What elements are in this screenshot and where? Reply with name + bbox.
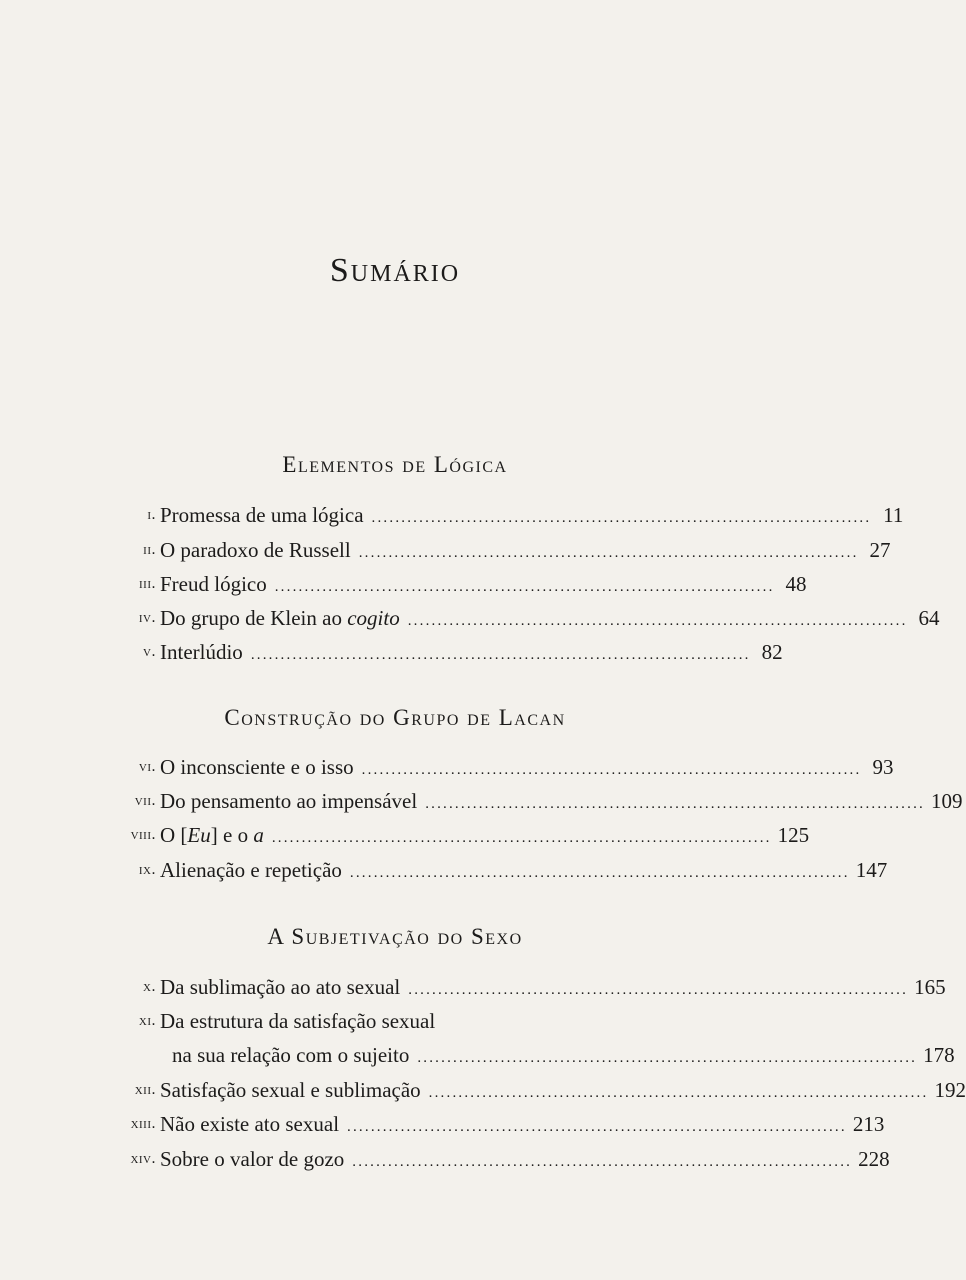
toc-entry-continuation xyxy=(172,1040,955,1070)
toc-entry xyxy=(134,786,963,816)
section-heading-2: Construção do Grupo de Lacan xyxy=(224,705,566,730)
toc-entry xyxy=(139,569,807,599)
dot-leader: .................................................................................... xyxy=(407,613,908,629)
dot-leader: .................................................................................... xyxy=(271,830,772,846)
dot-leader: .................................................................................... xyxy=(408,982,909,998)
toc-entry xyxy=(138,752,894,782)
toc-entry xyxy=(143,972,946,1002)
page-number: 109 xyxy=(931,789,963,813)
chapter-title: O paradoxo de Russell xyxy=(160,538,351,562)
chapter-number: ii. xyxy=(143,541,156,558)
chapter-number: iii. xyxy=(139,575,156,592)
toc-entry xyxy=(147,500,904,530)
dot-leader: .................................................................................... xyxy=(352,1154,853,1170)
chapter-title: Não existe ato sexual xyxy=(160,1112,340,1136)
page-number: 82 xyxy=(761,640,783,664)
dot-leader: .................................................................................... xyxy=(417,1050,918,1066)
chapter-number: vi. xyxy=(138,758,156,775)
dot-leader: .................................................................................... xyxy=(428,1085,929,1101)
chapter-title: Sobre o valor de gozo xyxy=(160,1147,345,1171)
dot-leader: .................................................................................... xyxy=(425,796,925,812)
toc-entry xyxy=(130,820,810,850)
page-number: 64 xyxy=(918,606,940,630)
dot-leader: .................................................................................... xyxy=(358,545,859,561)
chapter-number: viii. xyxy=(130,826,156,843)
page-number: 192 xyxy=(934,1078,966,1102)
page-number: 11 xyxy=(883,503,904,527)
toc-entry xyxy=(143,637,783,667)
chapter-number: vii. xyxy=(134,792,156,809)
page-number: 27 xyxy=(869,538,891,562)
chapter-title-continuation: na sua relação com o sujeito xyxy=(172,1043,410,1067)
chapter-title: Promessa de uma lógica xyxy=(160,503,364,527)
page-number: 178 xyxy=(923,1043,955,1067)
chapter-title-italic: cogito xyxy=(347,606,400,630)
chapter-title-text: Do grupo de Klein ao xyxy=(160,606,348,630)
chapter-number: x. xyxy=(143,978,156,995)
dot-leader: .................................................................................... xyxy=(371,510,872,526)
chapter-title: Satisfação sexual e sublimação xyxy=(160,1078,421,1102)
page-number: 125 xyxy=(777,823,810,847)
toc-entry xyxy=(130,1144,890,1174)
chapter-number: xi. xyxy=(138,1012,156,1029)
chapter-title xyxy=(160,820,264,850)
dot-leader: .................................................................................... xyxy=(349,865,850,881)
chapter-number: v. xyxy=(143,643,156,660)
chapter-number: ix. xyxy=(138,861,156,878)
dot-leader: .................................................................................... xyxy=(361,762,862,778)
chapter-number: iv. xyxy=(138,609,156,626)
page-number: 228 xyxy=(858,1147,890,1171)
chapter-title-text: O [ xyxy=(160,823,188,847)
toc-entry xyxy=(130,1109,885,1139)
chapter-title-italic: Eu xyxy=(187,823,211,847)
chapter-title: Freud lógico xyxy=(160,572,267,596)
chapter-number: xii. xyxy=(134,1081,156,1098)
dot-leader: .................................................................................... xyxy=(274,579,775,595)
chapter-number: xiii. xyxy=(130,1115,156,1132)
chapter-title: Da estrutura da satisfação sexual xyxy=(160,1009,436,1033)
toc-entry xyxy=(138,1006,632,1036)
toc-entry xyxy=(138,603,940,633)
chapter-title: Interlúdio xyxy=(160,640,243,664)
chapter-title: Do pensamento ao impensável xyxy=(160,789,418,813)
chapter-title-text: ] e o xyxy=(210,823,254,847)
dot-leader: .................................................................................... xyxy=(347,1119,847,1135)
section-heading-1: Elementos de Lógica xyxy=(282,452,508,477)
toc-entry xyxy=(143,535,891,565)
toc-entry xyxy=(138,855,888,885)
chapter-number: xiv. xyxy=(130,1150,156,1167)
page-number: 48 xyxy=(785,572,807,596)
chapter-title: Alienação e repetição xyxy=(160,858,342,882)
section-heading-3: A Subjetivação do Sexo xyxy=(267,924,523,949)
chapter-title: Da sublimação ao ato sexual xyxy=(160,975,401,999)
chapter-number: i. xyxy=(147,506,156,523)
chapter-title-italic: a xyxy=(253,823,264,847)
page-number: 165 xyxy=(914,975,946,999)
page-number: 213 xyxy=(852,1112,885,1136)
chapter-title xyxy=(160,603,400,633)
toc-entry xyxy=(134,1075,966,1105)
dot-leader: .................................................................................... xyxy=(250,647,751,663)
page-number: 147 xyxy=(855,858,888,882)
chapter-title: O inconsciente e o isso xyxy=(160,755,354,779)
page-number: 93 xyxy=(872,755,894,779)
page-title: Sumário xyxy=(329,252,461,289)
